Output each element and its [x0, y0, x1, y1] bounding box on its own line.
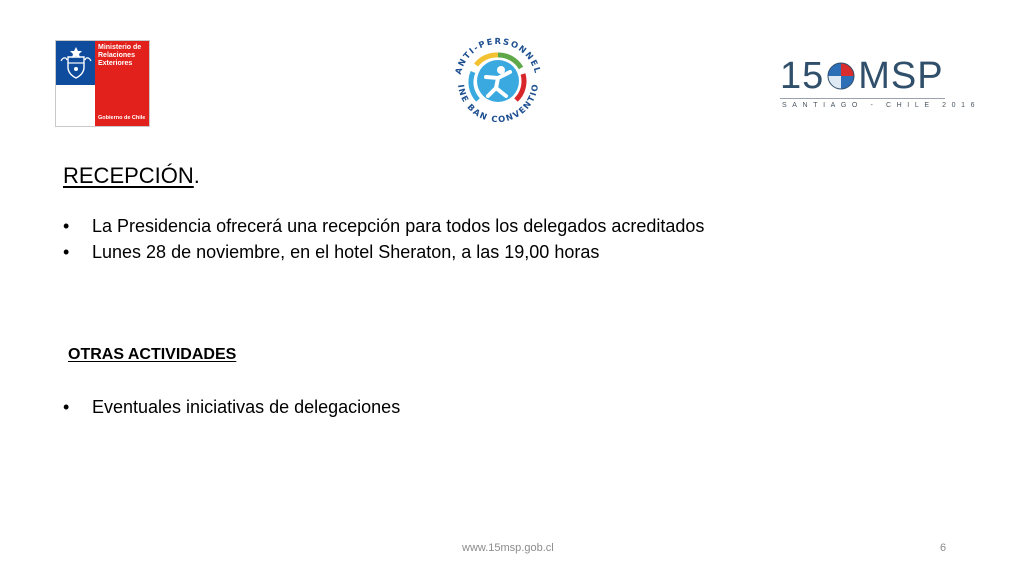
coat-of-arms-graphic — [59, 45, 93, 81]
bullet-marker: • — [63, 242, 70, 262]
bullet-marker: • — [63, 397, 70, 417]
svg-text:ANTI-PERSONNEL: ANTI-PERSONNEL — [452, 35, 544, 76]
coat-of-arms-icon — [56, 41, 95, 85]
page-title-text: RECEPCIÓN — [63, 163, 194, 188]
list-item-text: Eventuales iniciativas de delegaciones — [92, 397, 401, 417]
other-activities-title: OTRAS ACTIVIDADES — [68, 346, 237, 363]
mine-ban-convention-emblem-icon — [446, 30, 550, 134]
msp-title-tail: MSP — [858, 55, 944, 97]
bullet-marker: • — [63, 216, 70, 236]
footer-url: www.15msp.gob.cl — [462, 542, 554, 554]
msp-subtitle: SANTIAGO - CHILE 2016 — [782, 102, 981, 109]
list-item — [63, 239, 704, 265]
ministry-logo — [55, 40, 150, 127]
page-title — [63, 163, 200, 189]
page-title-suffix: . — [193, 163, 200, 188]
svg-text:MINE BAN CONVENTION: INE BAN CONVENTIO — [456, 82, 541, 125]
mine-ban-convention-logo — [446, 30, 550, 134]
15msp-title — [780, 56, 944, 96]
ministry-logo-left-panel — [56, 41, 95, 126]
msp-title-number: 15 — [780, 55, 825, 97]
ministry-subtitle: Gobierno de Chile — [98, 115, 146, 121]
list-item — [63, 213, 704, 239]
15msp-logo — [780, 55, 981, 114]
ministry-name: Ministerio de Relaciones Exteriores — [98, 44, 142, 67]
list-item-text: La Presidencia ofrecerá una recepción para todos los delegados acreditados — [92, 216, 705, 236]
ministry-logo-right-panel — [95, 41, 149, 126]
reception-bullet-list — [63, 213, 704, 265]
msp-divider — [780, 98, 945, 99]
list-item-text: Lunes 28 de noviembre, en el hotel Sheraton, a las 19,00 horas — [92, 242, 600, 262]
page-number: 6 — [940, 542, 947, 554]
list-item — [63, 394, 400, 420]
globe-icon — [826, 61, 856, 91]
other-activities-bullet-list — [63, 394, 400, 420]
